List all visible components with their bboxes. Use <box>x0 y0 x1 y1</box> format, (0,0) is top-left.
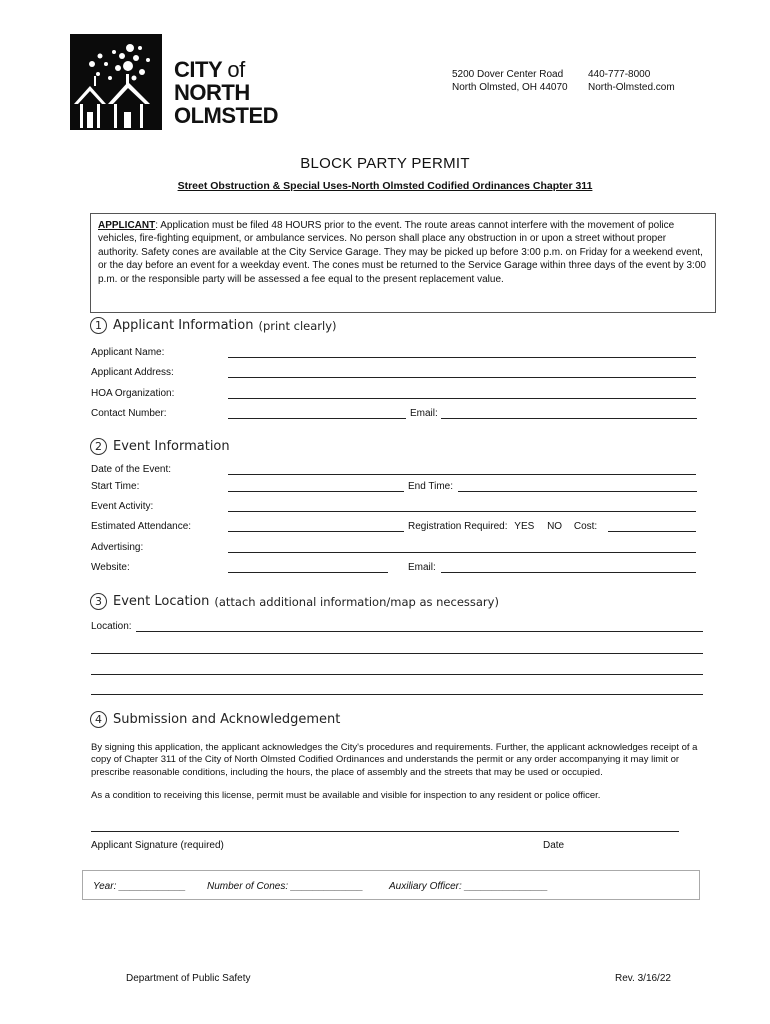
logo-north: NORTH <box>174 80 250 105</box>
registration-no-option[interactable]: NO <box>547 521 563 532</box>
cost-field[interactable] <box>608 531 696 532</box>
house-tree-logo-icon <box>70 34 162 130</box>
date-label: Date <box>543 840 565 851</box>
hoa-organization-label: HOA Organization: <box>91 388 175 399</box>
logo-city: CITY <box>174 57 222 82</box>
section-2-title: Event Information <box>113 439 230 454</box>
section-1-note: (print clearly) <box>258 318 337 333</box>
office-use-box <box>82 870 700 900</box>
end-time-field[interactable] <box>458 491 697 492</box>
applicant-name-label: Applicant Name: <box>91 347 165 358</box>
footer-revision: Rev. 3/16/22 <box>615 973 671 984</box>
estimated-attendance-label: Estimated Attendance: <box>91 521 192 532</box>
section-4-title: Submission and Acknowledgement <box>113 712 341 727</box>
section-4-heading <box>90 711 340 728</box>
city-address <box>452 68 568 94</box>
section-1-heading <box>90 317 337 334</box>
section-2-number: 2 <box>90 438 107 455</box>
acknowledgement-paragraph: By signing this application, the applicant acknowledges the City's procedures and requirements. Further, the applicant acknowledges receipt of a copy of Chapter 311 of the City of North Olmsted Codified Ordinances and understands the permit or any order accompanying it may limit or prescribe reasonable conditions, including the hours, the place of assembly and the streets that may be used or occupied. <box>91 742 698 778</box>
start-time-label: Start Time: <box>91 481 140 492</box>
inspection-paragraph: As a condition to receiving this license, permit must be available and visible for inspection to any resident or police officer. <box>91 790 601 801</box>
event-website-label: Website: <box>91 562 130 573</box>
event-email-field[interactable] <box>441 572 696 573</box>
applicant-notice-box <box>90 213 716 313</box>
city-contact <box>588 68 675 94</box>
event-date-field[interactable] <box>228 474 696 475</box>
section-3-number: 3 <box>90 593 107 610</box>
address-line-1: 5200 Dover Center Road <box>452 69 564 80</box>
location-field-line-3[interactable] <box>91 674 703 675</box>
applicant-address-label: Applicant Address: <box>91 367 174 378</box>
city-phone: 440-777-8000 <box>588 69 651 80</box>
section-3-heading <box>90 593 499 610</box>
notice-text: : Application must be filed 48 HOURS prior to the event. The route areas cannot interfere with the movement of police vehicles, fire-fighting equipment, or ambulance services. No person shall place any obstruction in or upon a street without proper authority. Safety cones are available at the City Service Garage. They may be picked up before 3:00 p.m. on Friday for a weekend event, or the day before an event for a weekday event. The cones must be returned to the Service Garage within three days of the event by 3:00 p.m. or the responsible party will be assessed a fee equal to the present replacement value. <box>98 220 706 285</box>
registration-text: Registration Required: <box>408 521 508 532</box>
footer-department: Department of Public Safety <box>126 973 251 984</box>
section-1-title: Applicant Information <box>113 318 254 333</box>
location-label: Location: <box>91 621 132 632</box>
section-2-heading <box>90 438 230 455</box>
event-website-field[interactable] <box>228 572 388 573</box>
registration-required-label <box>408 521 597 533</box>
advertising-field[interactable] <box>228 552 696 553</box>
event-activity-label: Event Activity: <box>91 501 154 512</box>
city-logo-wordmark <box>174 58 278 127</box>
contact-number-field[interactable] <box>228 418 406 419</box>
number-of-cones-field[interactable]: Number of Cones: _____________ <box>207 881 364 892</box>
applicant-address-field[interactable] <box>228 377 696 378</box>
cost-label: Cost: <box>573 521 598 532</box>
city-website: North-Olmsted.com <box>588 82 675 93</box>
logo-of: of <box>227 57 245 82</box>
page-title: BLOCK PARTY PERMIT <box>300 155 470 172</box>
page-subtitle: Street Obstruction & Special Uses-North Olmsted Codified Ordinances Chapter 311 <box>177 180 593 192</box>
applicant-email-label: Email: <box>410 408 438 419</box>
auxiliary-officer-field[interactable]: Auxiliary Officer: _______________ <box>389 881 548 892</box>
applicant-name-field[interactable] <box>228 357 696 358</box>
applicant-email-field[interactable] <box>441 418 697 419</box>
location-field-line-1[interactable] <box>136 631 703 632</box>
section-3-title: Event Location <box>113 594 210 609</box>
signature-label: Applicant Signature (required) <box>91 840 224 851</box>
event-activity-field[interactable] <box>228 511 696 512</box>
location-field-line-2[interactable] <box>91 653 703 654</box>
hoa-organization-field[interactable] <box>228 398 696 399</box>
section-4-number: 4 <box>90 711 107 728</box>
contact-number-label: Contact Number: <box>91 408 167 419</box>
logo-olmsted: OLMSTED <box>174 103 279 128</box>
event-email-label: Email: <box>408 562 436 573</box>
registration-yes-option[interactable]: YES <box>514 521 535 532</box>
start-time-field[interactable] <box>228 491 404 492</box>
section-3-note: (attach additional information/map as necessary) <box>214 594 499 609</box>
section-1-number: 1 <box>90 317 107 334</box>
advertising-label: Advertising: <box>91 542 144 553</box>
end-time-label: End Time: <box>408 481 454 492</box>
event-date-label: Date of the Event: <box>91 464 172 475</box>
address-line-2: North Olmsted, OH 44070 <box>452 82 568 93</box>
notice-keyword: APPLICANT <box>98 220 156 231</box>
signature-line[interactable] <box>91 831 679 832</box>
year-field[interactable]: Year: ____________ <box>93 881 186 892</box>
location-field-line-4[interactable] <box>91 694 703 695</box>
estimated-attendance-field[interactable] <box>228 531 404 532</box>
